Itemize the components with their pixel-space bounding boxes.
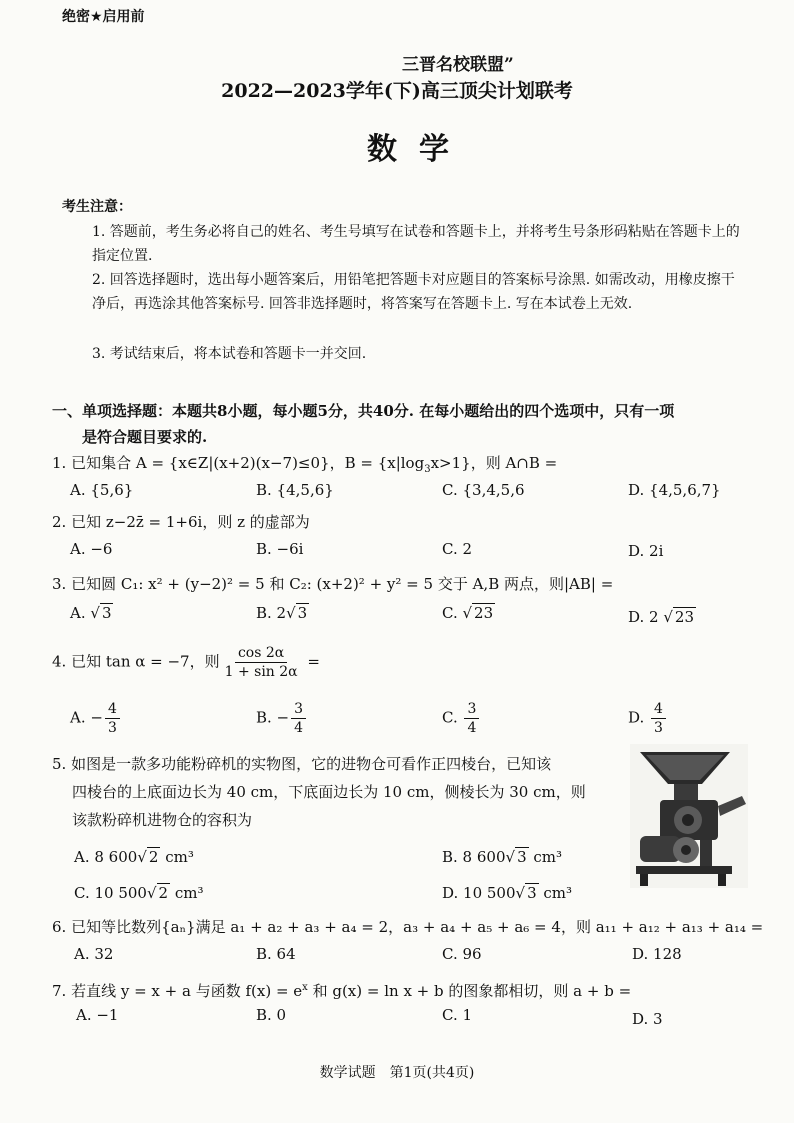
section-header-line2: 是符合题目要求的.	[82, 428, 208, 446]
question-7-stem: 7. 若直线 y = x + a 与函数 $f(x) = e^x$ 和 g(x) = ln x + b 的图象都相切，则 a + b =	[52, 982, 632, 1000]
q1-stem-post: x>1}，则 A∩B =	[430, 454, 558, 472]
q6-option-b: B. 64	[256, 945, 296, 963]
q2-option-a: A. −6	[70, 540, 113, 558]
q4-option-b: B. − $\frac{3}{4}$	[256, 700, 308, 737]
section-header	[52, 398, 747, 450]
q3-option-c: C. √ 23	[442, 604, 494, 622]
question-5-stem	[52, 750, 586, 834]
q5-option-a: A. 8 600√ 2 cm³	[74, 848, 194, 866]
note-1: 1. 答题前，考生务必将自己的姓名、考生号填写在试卷和答题卡上，并将考生号条形码粘贴在答题卡上的指定位置.	[92, 224, 740, 264]
q3-option-b: B. 2√ 3	[256, 604, 308, 622]
q1-option-b: B. {4,5,6}	[256, 481, 334, 499]
q5-line-1: 5. 如图是一款多功能粉碎机的实物图，它的进物仓可看作正四棱台，已知该	[52, 755, 552, 773]
league-name: 三晋名校联盟”	[402, 55, 514, 75]
q6-option-c: C. 96	[442, 945, 482, 963]
note-3: 3. 考试结束后，将本试卷和答题卡一并交回.	[92, 346, 367, 362]
q1-stem-pre: 1. 已知集合 A = {x∈Z|(x+2)(x−7)≤0}，B = {x|log	[52, 454, 425, 472]
notes-title: 考生注意：	[62, 199, 132, 215]
q2-option-d: D. 2i	[628, 542, 664, 560]
q4-option-d: D. $\frac{4}{3}$	[628, 700, 668, 737]
question-1-stem	[52, 451, 557, 482]
page-footer: 数学试题 第1页(共4页)	[319, 1065, 475, 1081]
q4-fraction: $\frac{\cos 2\alpha}{1 + \sin 2\alpha}$	[224, 645, 298, 680]
q7-option-c: C. 1	[442, 1006, 473, 1024]
crusher-machine-photo	[630, 744, 748, 888]
q7-option-d: D. 3	[632, 1010, 663, 1028]
subject-title: 数学	[367, 132, 471, 167]
q1-option-a: A. {5,6}	[70, 481, 134, 499]
q7-option-a: A. −1	[76, 1006, 119, 1024]
q6-option-d: D. 128	[632, 945, 682, 963]
q4-option-c: C. $\frac{3}{4}$	[442, 700, 481, 737]
q5-option-b: B. 8 600√ 3 cm³	[442, 848, 563, 866]
q7-exponent: x	[302, 982, 308, 993]
q7-option-b: B. 0	[256, 1006, 287, 1024]
q3-option-d: D. 2 √ 23	[628, 608, 694, 626]
q5-option-d: D. 10 500√ 3 cm³	[442, 884, 573, 902]
q1-log-base: 3	[424, 464, 431, 475]
q2-option-c: C. 2	[442, 540, 473, 558]
q3-option-a: A. √ 3	[70, 604, 112, 622]
q1-option-c: C. {3,4,5,6	[442, 481, 525, 499]
question-3-stem: 3. 已知圆 C₁: x² + (y−2)² = 5 和 C₂: (x+2)² + y² = 5 交于 A,B 两点，则|AB| =	[52, 575, 614, 593]
q1-option-d: D. {4,5,6,7}	[628, 481, 721, 499]
exam-title: 2022—2023学年(下)高三顶尖计划联考	[221, 80, 573, 102]
section-header-line1: 一、单项选择题：本题共8小题，每小题5分，共40分. 在每小题给出的四个选项中，只有一项	[52, 402, 675, 420]
question-4-stem: 4. 已知 tan α = −7，则 $\frac{\cos 2\alpha}{1 + \sin 2\alpha}$ =	[52, 645, 320, 680]
q5-line-3: 该款粉碎机进物仓的容积为	[72, 811, 253, 829]
q4-option-a: A. − $\frac{4}{3}$	[70, 700, 122, 737]
q6-option-a: A. 32	[74, 945, 114, 963]
note-2: 2. 回答选择题时，选出每小题答案后，用铅笔把答题卡对应题目的答案标号涂黑. 如需改动，用橡皮擦干净后，再选涂其他答案标号. 回答非选择题时，将答案写在答题卡上. 写在本试卷上无效.	[92, 272, 735, 312]
question-6-stem: 6. 已知等比数列{aₙ}满足 a₁ + a₂ + a₃ + a₄ = 2，a₃ + a₄ + a₅ + a₆ = 4，则 a₁₁ + a₁₂ + a₁₃ + a₁₄ =	[52, 918, 764, 936]
q2-option-b: B. −6i	[256, 540, 304, 558]
q5-line-2: 四棱台的上底面边长为 40 cm，下底面边长为 10 cm，侧棱长为 30 cm，则	[72, 783, 586, 801]
q5-option-c: C. 10 500√ 2 cm³	[74, 884, 204, 902]
question-2-stem: 2. 已知 z−2z̄ = 1+6i，则 z 的虚部为	[52, 513, 310, 531]
confidential-label: 绝密★启用前	[62, 9, 145, 25]
